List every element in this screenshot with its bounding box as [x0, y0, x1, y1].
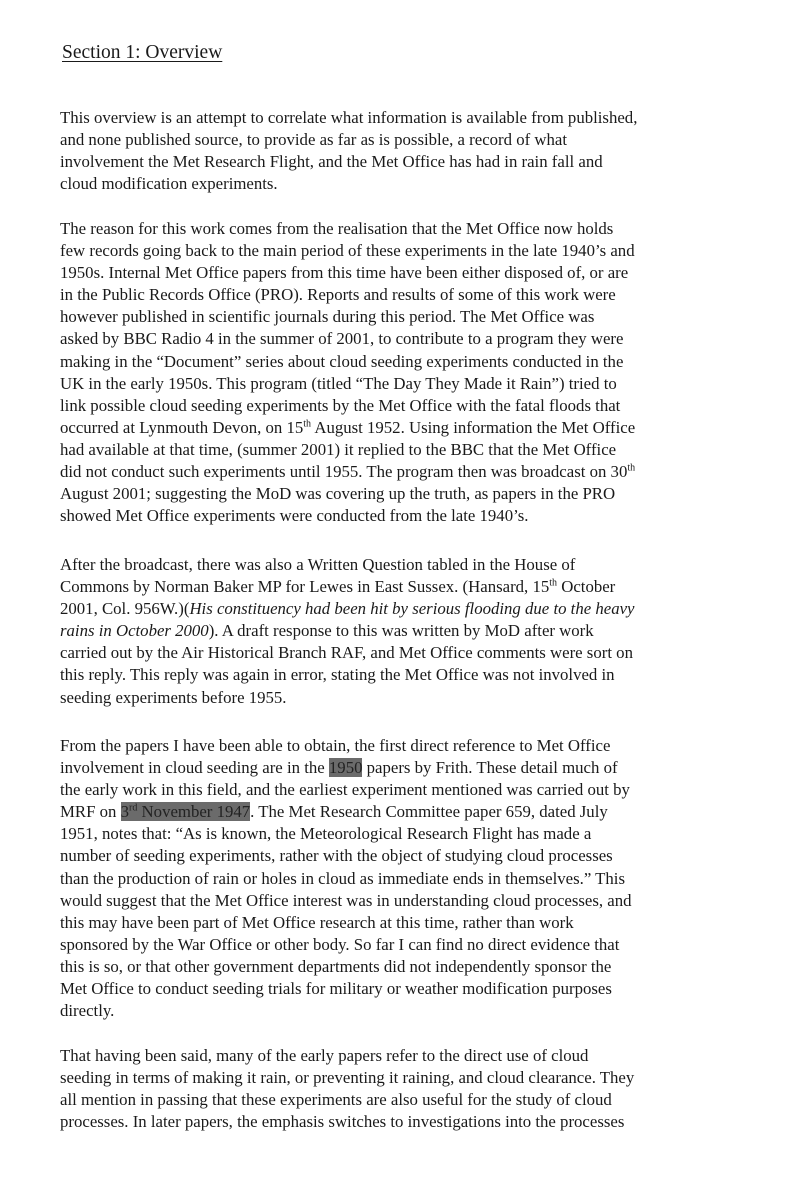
text-line: sponsored by the War Office or other body. So far I can find no direct evidence that [60, 934, 620, 954]
text-line: and none published source, to provide as far as is possible, a record of what [60, 130, 568, 150]
text-line [60, 757, 760, 779]
text-line: than the production of rain or holes in cloud as immediate ends in themselves.” This [60, 868, 625, 888]
text-line: processes. In later papers, the emphasis switches to investigations into the processes [60, 1112, 625, 1132]
superscript: th [303, 418, 312, 430]
text-segment: August 1952. Using information the Met Office [311, 417, 636, 437]
superscript: rd [129, 802, 138, 814]
paragraph-intro [60, 107, 760, 195]
text-line: cloud modification experiments. [60, 174, 278, 194]
text-line: August 2001; suggesting the MoD was covering up the truth, as papers in the PRO [60, 484, 616, 504]
text-segment: . The Met Research Committee paper 659, dated July [250, 802, 608, 822]
text-line [60, 801, 760, 823]
italic-text: His constituency had been hit by serious flooding due to the heavy [189, 599, 635, 619]
text-line: the early work in this field, and the earliest experiment mentioned was carried out by [60, 780, 630, 800]
text-line: carried out by the Air Historical Branch RAF, and Met Office comments were sort on [60, 643, 633, 663]
text-line: showed Met Office experiments were conducted from the late 1940’s. [60, 506, 529, 526]
text-line: all mention in passing that these experiments are also useful for the study of cloud [60, 1090, 612, 1110]
text-line: this may have been part of Met Office research at this time, rather than work [60, 912, 574, 932]
text-line: had available at that time, (summer 2001) it replied to the BBC that the Met Office [60, 439, 617, 459]
date-rest: November 1947 [137, 802, 251, 822]
text-line [60, 576, 760, 598]
text-line [60, 417, 760, 439]
text-line: Met Office to conduct seeding trials for military or weather modification purposes [60, 979, 612, 999]
text-segment: papers by Frith. These detail much of [362, 758, 618, 778]
paragraph-reason [60, 218, 760, 527]
superscript: th [627, 462, 636, 474]
text-line: This overview is an attempt to correlate what information is available from published, [60, 108, 638, 127]
text-line: however published in scientific journals during this period. The Met Office was [60, 307, 595, 327]
text-line: making in the “Document” series about cloud seeding experiments conducted in the [60, 351, 624, 371]
section-heading: Section 1: Overview [62, 42, 223, 63]
text-line: this reply. This reply was again in error, stating the Met Office was not involved in [60, 665, 615, 685]
text-line: asked by BBC Radio 4 in the summer of 2001, to contribute to a program they were [60, 329, 624, 349]
text-line: The reason for this work comes from the realisation that the Met Office now holds [60, 219, 614, 238]
text-line: From the papers I have been able to obtain, the first direct reference to Met Office [60, 736, 611, 755]
text-line: this is so, or that other government departments did not independently sponsor the [60, 956, 612, 976]
italic-text: rains in October 2000 [60, 621, 209, 641]
date-day: 3 [120, 802, 130, 822]
text-line: would suggest that the Met Office interest was in understanding cloud processes, and [60, 890, 632, 910]
text-segment: ). A draft response to this was written by MoD after work [208, 621, 594, 641]
text-line [60, 598, 760, 620]
text-line: After the broadcast, there was also a Written Question tabled in the House of [60, 555, 576, 574]
text-line: number of seeding experiments, rather with the object of studying cloud processes [60, 846, 613, 866]
text-line: UK in the early 1950s. This program (titled “The Day They Made it Rain”) tried to [60, 373, 617, 393]
paragraph-papers [60, 735, 760, 1022]
text-line: link possible cloud seeding experiments by the Met Office with the fatal floods that [60, 395, 621, 415]
superscript: th [549, 577, 558, 589]
text-segment: 2001, Col. 956W.)( [60, 599, 190, 619]
paragraph-broadcast [60, 554, 760, 709]
text-segment: occurred at Lynmouth Devon, on 15 [60, 417, 304, 437]
text-segment: involvement in cloud seeding are in the [60, 758, 329, 778]
text-segment: MRF on [60, 802, 121, 822]
text-segment: October [557, 577, 616, 597]
text-line: in the Public Records Office (PRO). Reports and results of some of this work were [60, 285, 616, 305]
text-line: involvement the Met Research Flight, and the Met Office has had in rain fall and [60, 152, 603, 172]
text-line [60, 620, 760, 642]
paragraph-early-papers [60, 1045, 760, 1133]
highlighted-year: 1950 [328, 758, 363, 778]
text-line: 1951, notes that: “As is known, the Meteorological Research Flight has made a [60, 824, 592, 844]
text-line: seeding experiments before 1955. [60, 687, 287, 707]
text-segment: Commons by Norman Baker MP for Lewes in East Sussex. (Hansard, 15 [60, 577, 550, 597]
text-line: 1950s. Internal Met Office papers from this time have been either disposed of, or are [60, 263, 629, 283]
text-line: few records going back to the main period of these experiments in the late 1940’s and [60, 241, 635, 261]
text-line: That having been said, many of the early papers refer to the direct use of cloud [60, 1046, 589, 1065]
text-line: seeding in terms of making it rain, or preventing it raining, and cloud clearance. They [60, 1068, 635, 1088]
text-line: directly. [60, 1001, 115, 1021]
highlighted-date [121, 802, 251, 821]
text-segment: did not conduct such experiments until 1955. The program then was broadcast on 30 [60, 462, 628, 482]
text-line [60, 461, 760, 483]
